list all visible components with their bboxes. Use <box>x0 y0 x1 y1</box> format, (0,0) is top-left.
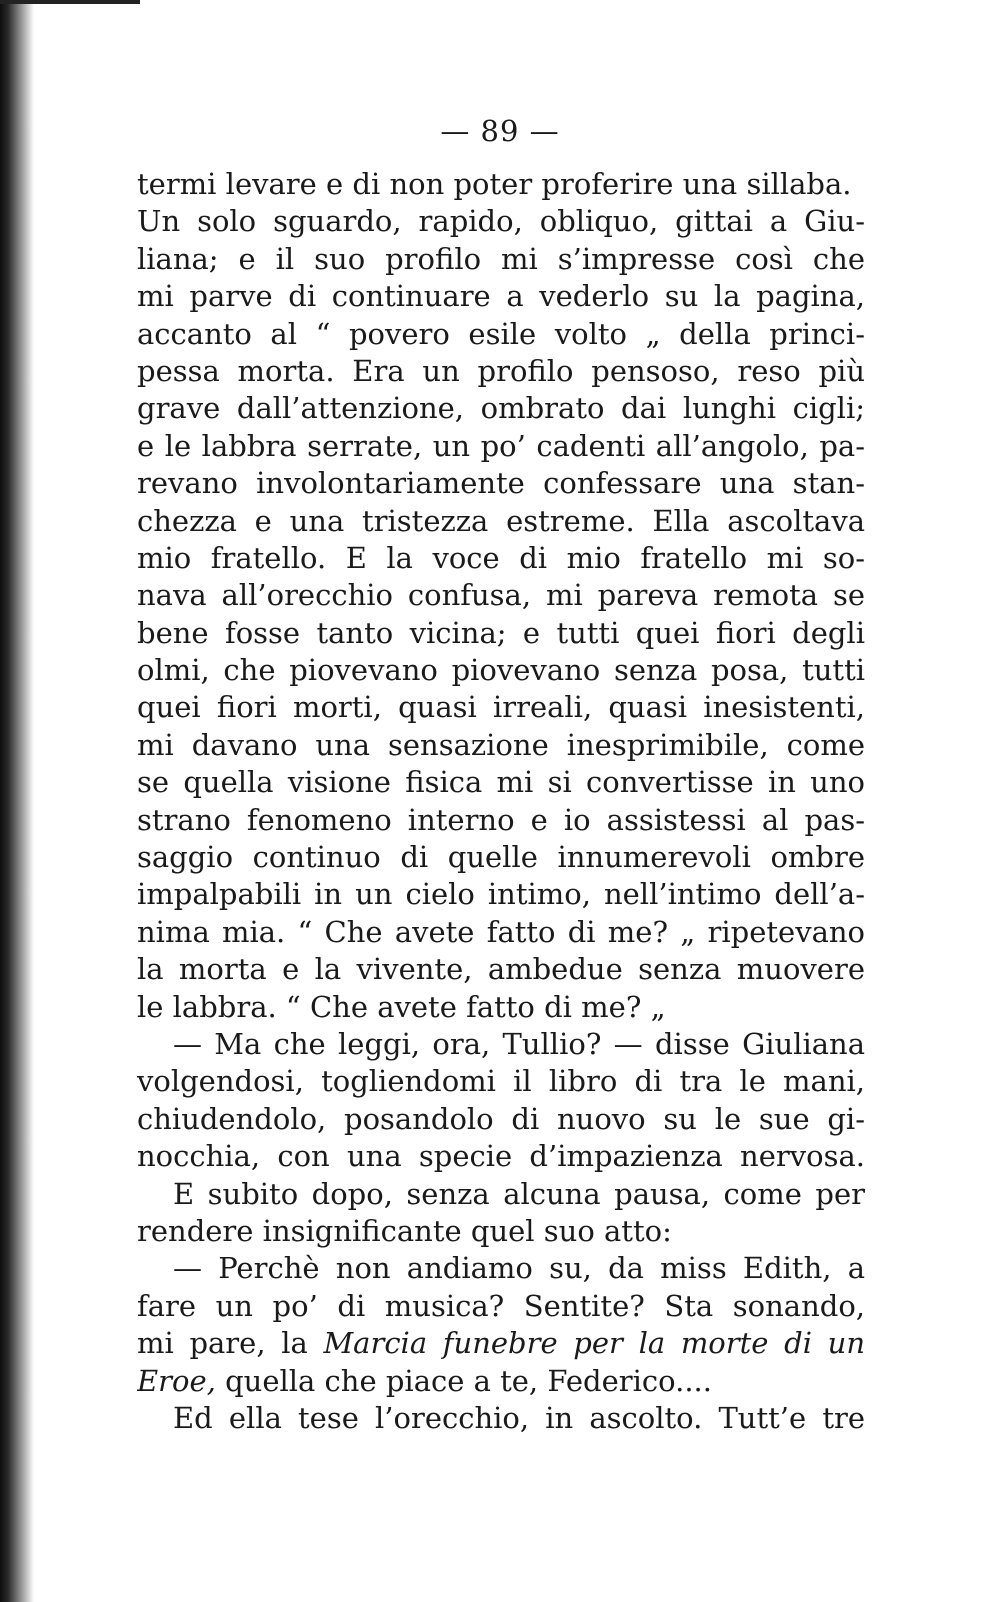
text-span: mi pare, la <box>137 1326 324 1361</box>
text-line: nocchia, con una specie d’impazienza nervosa. <box>137 1139 865 1174</box>
text-line: — Perchè non andiamo su, da miss Edith, a <box>173 1251 865 1286</box>
text-line: e le labbra serrate, un po’ cadenti all’angolo, pa- <box>137 428 865 463</box>
text-line: la morta e la vivente, ambedue senza muovere <box>137 952 865 987</box>
body-text <box>137 166 865 1437</box>
text-line: impalpabili in un cielo intimo, nell’intimo dell’a- <box>137 877 865 912</box>
text-line: E subito dopo, senza alcuna pausa, come per <box>173 1176 865 1211</box>
text-span: quella che piace a te, Federico.... <box>215 1363 712 1398</box>
text-line: strano fenomeno interno e io assistessi al pas- <box>137 802 865 837</box>
book-spine-shadow <box>0 0 34 1602</box>
text-line: volgendosi, togliendomi il libro di tra le mani, <box>137 1064 865 1099</box>
text-line: Un solo sguardo, rapido, obliquo, gittai a Giu- <box>137 204 865 239</box>
text-line: olmi, che piovevano piovevano senza posa, tutti <box>137 653 865 688</box>
text-line: grave dall’attenzione, ombrato dai lunghi cigli; <box>137 391 865 426</box>
text-line: liana; e il suo profilo mi s’impresse così che <box>137 241 865 276</box>
text-line: se quella visione fisica mi si convertisse in uno <box>137 765 865 800</box>
text-line-mixed <box>137 1325 865 1362</box>
text-line: le labbra. “ Che avete fatto di me? „ <box>137 989 666 1024</box>
text-line: — Ma che leggi, ora, Tullio? — disse Giuliana <box>173 1026 865 1061</box>
text-line: rendere insignificante quel suo atto: <box>137 1213 672 1248</box>
text-line: mi parve di continuare a vederlo su la pagina, <box>137 279 865 314</box>
text-line: pessa morta. Era un profilo pensoso, reso più <box>137 353 865 388</box>
page-number: — 89 — <box>440 114 560 148</box>
italic-title-span: Eroe, <box>137 1363 216 1398</box>
text-line: mi davano una sensazione inesprimibile, come <box>137 727 865 762</box>
text-line: revano involontariamente confessare una stan- <box>137 466 865 501</box>
italic-title-span: Marcia funebre per la morte di un <box>323 1326 865 1361</box>
text-line: mio fratello. E la voce di mio fratello mi so- <box>137 540 865 575</box>
text-line: chezza e una tristezza estreme. Ella ascoltava <box>137 503 865 538</box>
text-line: accanto al “ povero esile volto „ della princi- <box>137 316 865 351</box>
text-line: Ed ella tese l’orecchio, in ascolto. Tutt’e tre <box>173 1400 865 1435</box>
text-line: chiudendolo, posandolo di nuovo su le sue gi- <box>137 1101 865 1136</box>
text-line: termi levare e di non poter proferire una sillaba. <box>137 167 852 201</box>
text-line: fare un po’ di musica? Sentite? Sta sonando, <box>137 1288 865 1323</box>
text-line: bene fosse tanto vicina; e tutti quei fiori degli <box>137 615 865 650</box>
text-line-mixed <box>137 1363 865 1400</box>
text-line: saggio continuo di quelle innumerevoli ombre <box>137 840 865 875</box>
text-line: nava all’orecchio confusa, mi pareva remota se <box>137 578 865 613</box>
top-edge-rule <box>0 0 140 4</box>
text-line: quei fiori morti, quasi irreali, quasi inesistenti, <box>137 690 865 725</box>
text-line: nima mia. “ Che avete fatto di me? „ ripetevano <box>137 914 865 949</box>
